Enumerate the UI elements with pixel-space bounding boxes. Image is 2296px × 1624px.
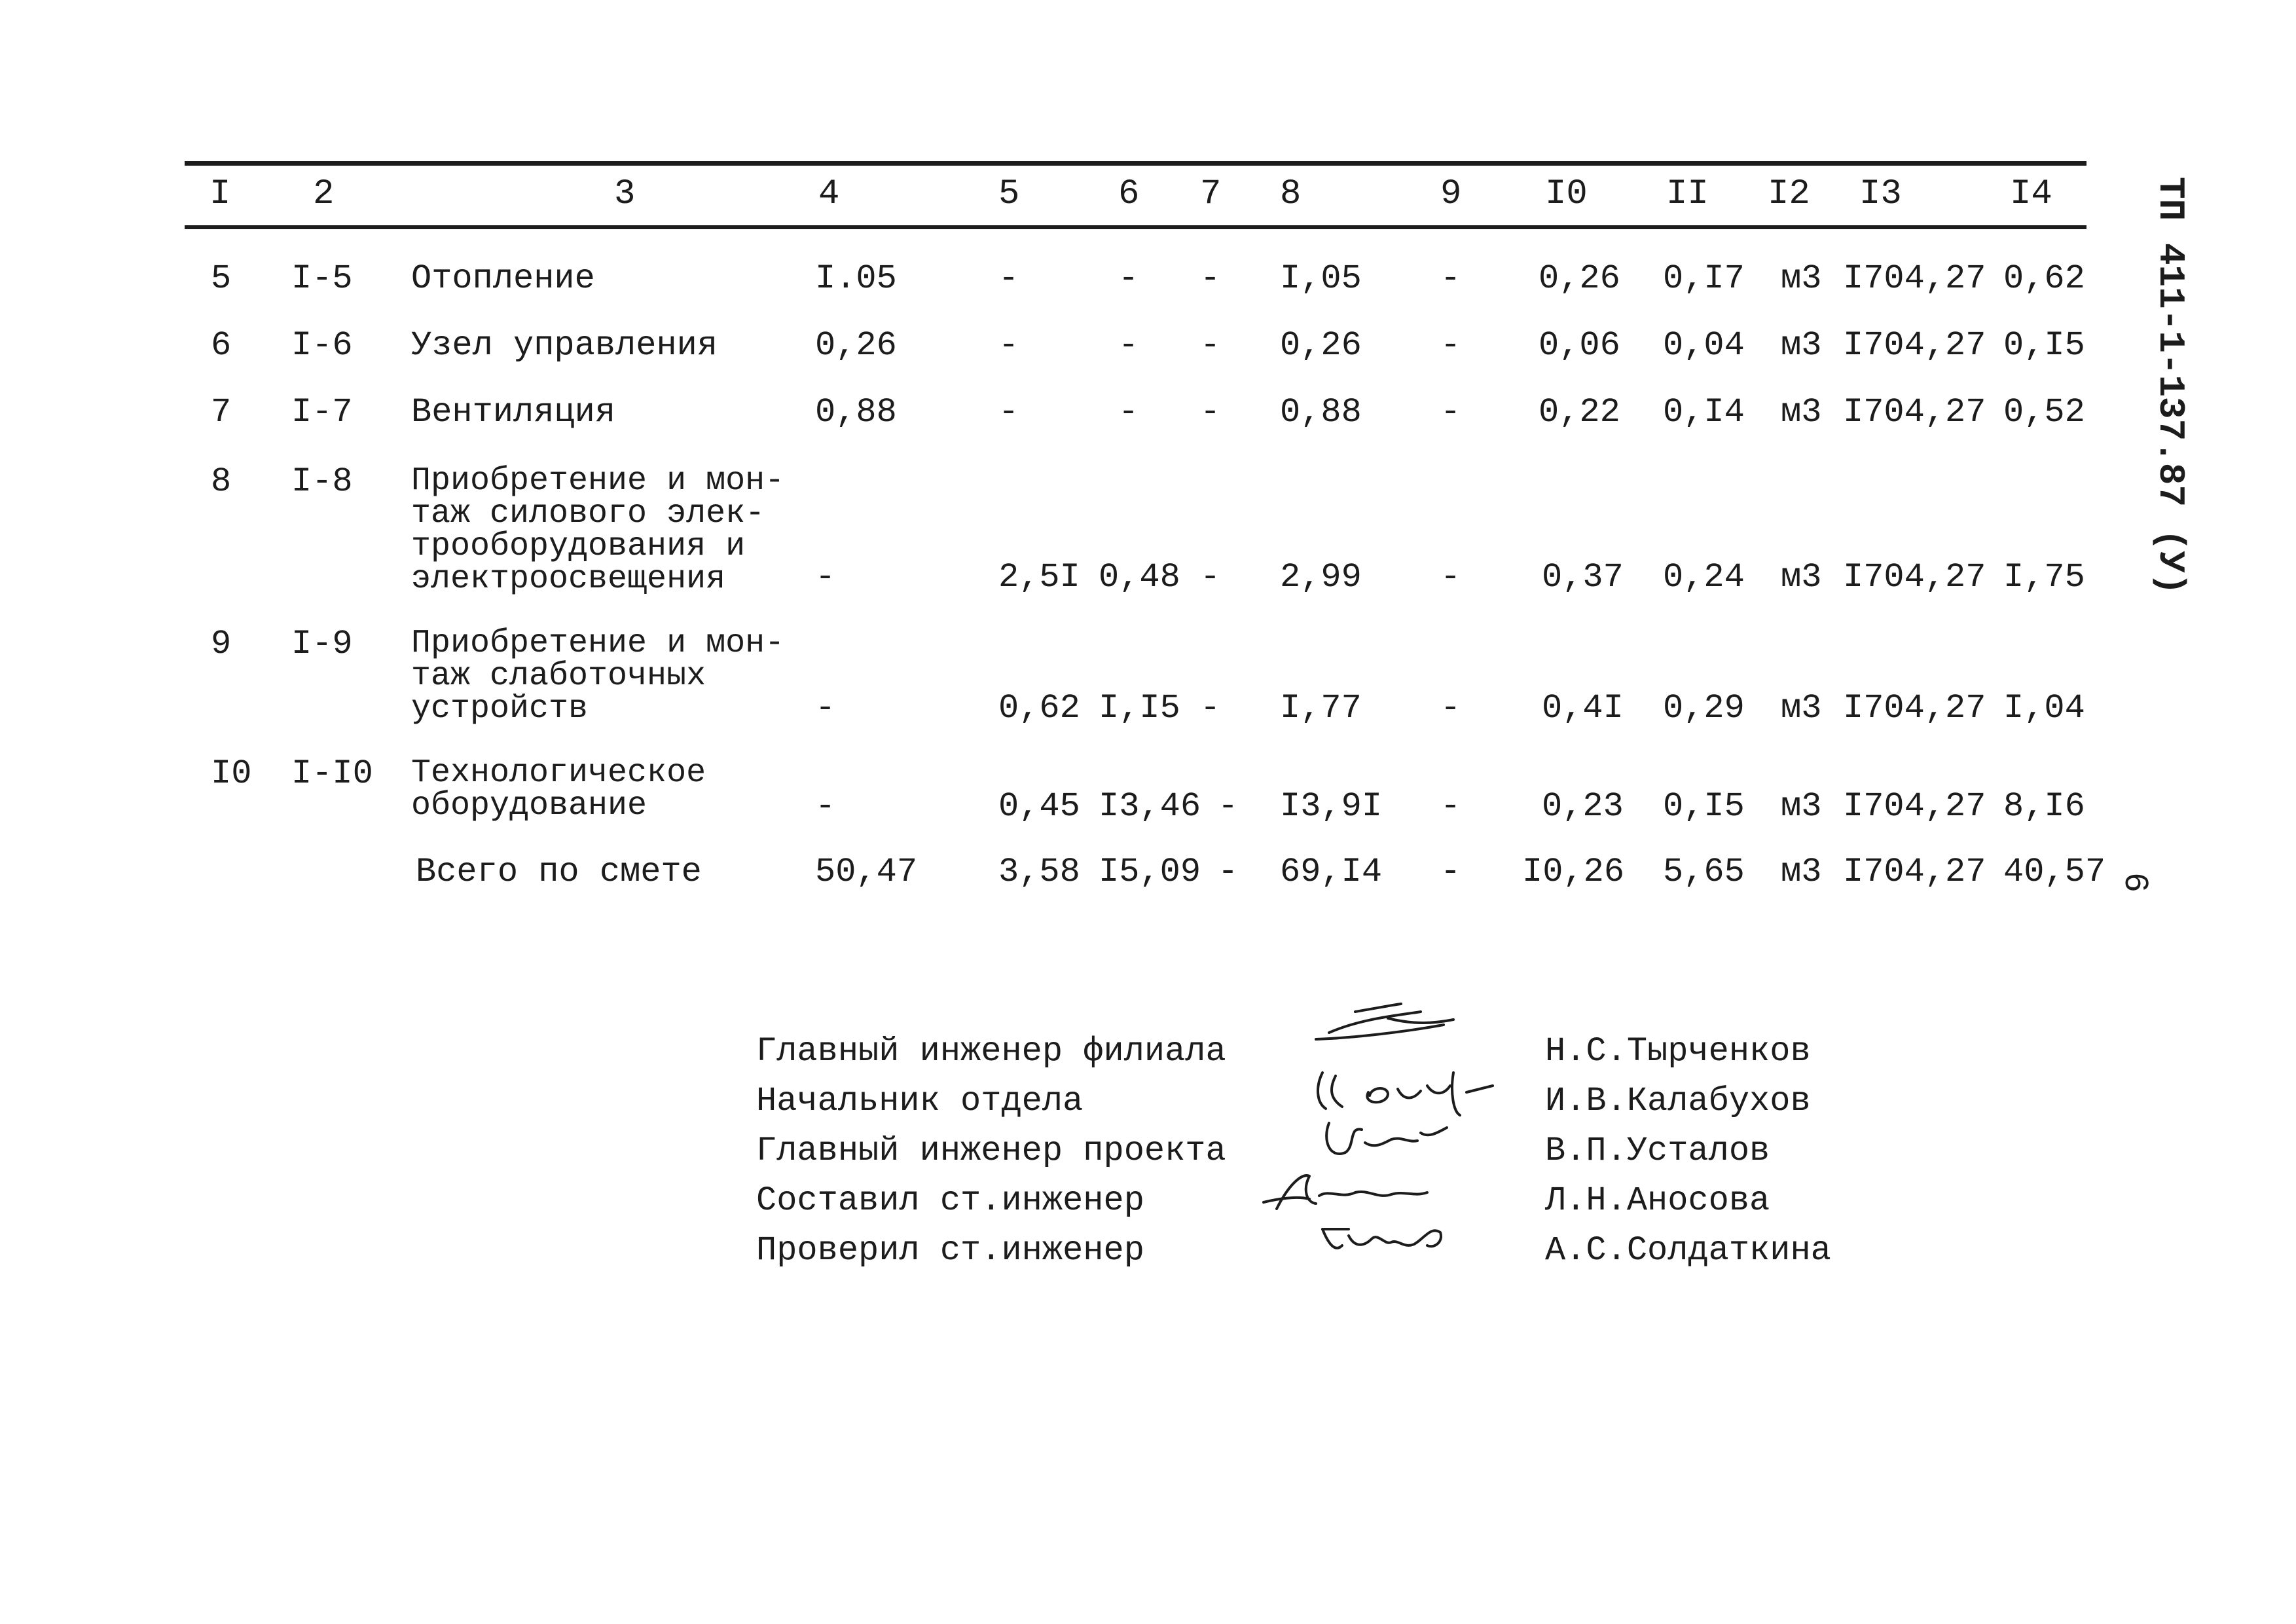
cell-col-12: м3: [1781, 689, 1822, 728]
header-col-7: 7: [1200, 174, 1222, 214]
handwritten-signature: [1257, 1213, 1506, 1265]
header-col-2: 2: [313, 174, 335, 214]
cell-col-14: 0,52: [2003, 393, 2085, 432]
row-number: 7: [211, 393, 232, 432]
header-col-3: 3: [614, 174, 636, 214]
cell-col-5: 3,58: [998, 853, 1080, 891]
cell-col-8: 0,88: [1280, 393, 1362, 432]
cell-col-13: I704,27: [1843, 326, 1986, 365]
row-name-line: Приобретение и мон-: [411, 625, 785, 662]
cell-col-13: I704,27: [1843, 853, 1986, 891]
row-name-line: электроосвещения: [411, 561, 726, 598]
total-label: Всего по смете: [416, 853, 702, 891]
signature-name: Н.С.Тырченков: [1545, 1032, 1811, 1071]
cell-col-10: 0,23: [1542, 787, 1624, 826]
cell-col-6: 0,48: [1099, 558, 1180, 597]
handwritten-signature: [1257, 1066, 1506, 1118]
row-number: 8: [211, 462, 232, 501]
header-col-8: 8: [1280, 174, 1302, 214]
cell-col-8: I,05: [1280, 259, 1362, 298]
cell-col-4: I.05: [815, 259, 897, 298]
cell-col-10: 0,4I: [1542, 689, 1624, 728]
handwritten-signature: [1257, 1163, 1506, 1215]
cell-col-14: 40,57: [2003, 853, 2106, 891]
cell-col-6: I3,46: [1099, 787, 1201, 826]
cell-col-9: -: [1440, 853, 1461, 891]
handwritten-signature: [1257, 999, 1506, 1051]
cell-col-12: м3: [1781, 558, 1822, 597]
cell-col-7: -: [1200, 326, 1221, 365]
cell-col-4: -: [815, 558, 836, 597]
header-col-11: II: [1666, 174, 1709, 214]
cell-col-7: -: [1200, 393, 1221, 432]
cell-col-5: 2,5I: [998, 558, 1080, 597]
header-col-13: I3: [1859, 174, 1902, 214]
signature-title: Главный инженер проекта: [756, 1132, 1226, 1170]
document-code: ТП 411-1-137.87 (У): [2149, 177, 2191, 595]
cell-col-9: -: [1440, 558, 1461, 597]
cell-col-6: -: [1118, 393, 1139, 432]
cell-col-12: м3: [1781, 393, 1822, 432]
cell-col-4: 0,88: [815, 393, 897, 432]
cell-col-14: 8,I6: [2003, 787, 2085, 826]
row-name-line: трооборудования и: [411, 528, 746, 565]
cell-col-6: I,I5: [1099, 689, 1180, 728]
cell-col-9: -: [1440, 259, 1461, 298]
cell-col-10: 0,22: [1539, 393, 1620, 432]
cell-col-13: I704,27: [1843, 259, 1986, 298]
row-name-line: оборудование: [411, 787, 647, 824]
header-col-9: 9: [1440, 174, 1462, 214]
cell-col-11: 0,04: [1663, 326, 1745, 365]
cell-col-7: -: [1200, 558, 1221, 597]
cell-col-4: -: [815, 689, 836, 728]
cell-col-9: -: [1440, 689, 1461, 728]
cell-col-12: м3: [1781, 326, 1822, 365]
cell-col-12: м3: [1781, 259, 1822, 298]
cell-col-11: 5,65: [1663, 853, 1745, 891]
cell-col-5: -: [998, 259, 1019, 298]
cell-col-4: 50,47: [815, 853, 918, 891]
row-name-line: таж силового элек-: [411, 495, 765, 532]
row-code: I-6: [291, 326, 353, 365]
row-name-line: таж слаботочных: [411, 657, 706, 695]
cell-col-13: I704,27: [1843, 787, 1986, 826]
row-code: I-5: [291, 259, 353, 298]
row-number: 5: [211, 259, 232, 298]
row-code: I-7: [291, 393, 353, 432]
header-col-5: 5: [998, 174, 1020, 214]
cell-col-11: 0,I5: [1663, 787, 1745, 826]
signature-title: Составил ст.инженер: [756, 1181, 1144, 1220]
row-name-line: Технологическое: [411, 754, 706, 792]
cell-col-14: I,75: [2003, 558, 2085, 597]
cell-col-4: -: [815, 787, 836, 826]
header-col-12: I2: [1768, 174, 1810, 214]
cell-col-11: 0,I7: [1663, 259, 1745, 298]
row-number: 6: [211, 326, 232, 365]
cell-col-13: I704,27: [1843, 393, 1986, 432]
header-col-6: 6: [1118, 174, 1140, 214]
cell-col-9: -: [1440, 787, 1461, 826]
signature-name: И.В.Калабухов: [1545, 1082, 1811, 1120]
cell-col-4: 0,26: [815, 326, 897, 365]
header-col-4: 4: [818, 174, 840, 214]
sheet-number: 6: [2115, 872, 2155, 893]
row-name-line: Отопление: [411, 259, 595, 298]
cell-col-6: -: [1118, 326, 1139, 365]
table-top-rule: [185, 161, 2086, 166]
signature-title: Начальник отдела: [756, 1082, 1084, 1120]
row-number: I0: [211, 754, 252, 793]
table-header-rule: [185, 225, 2086, 229]
cell-col-10: I0,26: [1522, 853, 1625, 891]
cell-col-6: -: [1118, 259, 1139, 298]
row-code: I-9: [291, 625, 353, 663]
signature-title: Проверил ст.инженер: [756, 1231, 1144, 1270]
cell-col-7: -: [1200, 259, 1221, 298]
header-col-14: I4: [2010, 174, 2052, 214]
cell-col-13: I704,27: [1843, 558, 1986, 597]
signature-name: А.С.Солдаткина: [1545, 1231, 1831, 1270]
row-name-line: Приобретение и мон-: [411, 462, 785, 500]
cell-col-7: -: [1218, 853, 1239, 891]
cell-col-9: -: [1440, 326, 1461, 365]
cell-col-10: 0,37: [1542, 558, 1624, 597]
cell-col-13: I704,27: [1843, 689, 1986, 728]
row-code: I-I0: [291, 754, 373, 793]
cell-col-5: 0,45: [998, 787, 1080, 826]
cell-col-5: -: [998, 393, 1019, 432]
cell-col-7: -: [1200, 689, 1221, 728]
cell-col-5: -: [998, 326, 1019, 365]
cell-col-14: I,04: [2003, 689, 2085, 728]
handwritten-signature: [1257, 1113, 1506, 1166]
cell-col-10: 0,26: [1539, 259, 1620, 298]
cell-col-11: 0,I4: [1663, 393, 1745, 432]
cell-col-11: 0,29: [1663, 689, 1745, 728]
cell-col-5: 0,62: [998, 689, 1080, 728]
cell-col-14: 0,I5: [2003, 326, 2085, 365]
cell-col-12: м3: [1781, 853, 1822, 891]
cell-col-8: I3,9I: [1280, 787, 1383, 826]
cell-col-8: 2,99: [1280, 558, 1362, 597]
row-name-line: устройств: [411, 690, 589, 728]
row-name-line: Узел управления: [411, 326, 718, 365]
cell-col-8: I,77: [1280, 689, 1362, 728]
row-code: I-8: [291, 462, 353, 501]
cell-col-10: 0,06: [1539, 326, 1620, 365]
row-number: 9: [211, 625, 232, 663]
signature-name: Л.Н.Аносова: [1545, 1181, 1770, 1220]
cell-col-11: 0,24: [1663, 558, 1745, 597]
header-col-1: I: [210, 174, 231, 214]
cell-col-6: I5,09: [1099, 853, 1201, 891]
signature-name: В.П.Усталов: [1545, 1132, 1770, 1170]
cell-col-7: -: [1218, 787, 1239, 826]
header-col-10: I0: [1545, 174, 1588, 214]
row-name-line: Вентиляция: [411, 393, 616, 432]
signature-title: Главный инженер филиала: [756, 1032, 1226, 1071]
cell-col-9: -: [1440, 393, 1461, 432]
cell-col-8: 0,26: [1280, 326, 1362, 365]
cell-col-14: 0,62: [2003, 259, 2085, 298]
cell-col-12: м3: [1781, 787, 1822, 826]
cell-col-8: 69,I4: [1280, 853, 1383, 891]
